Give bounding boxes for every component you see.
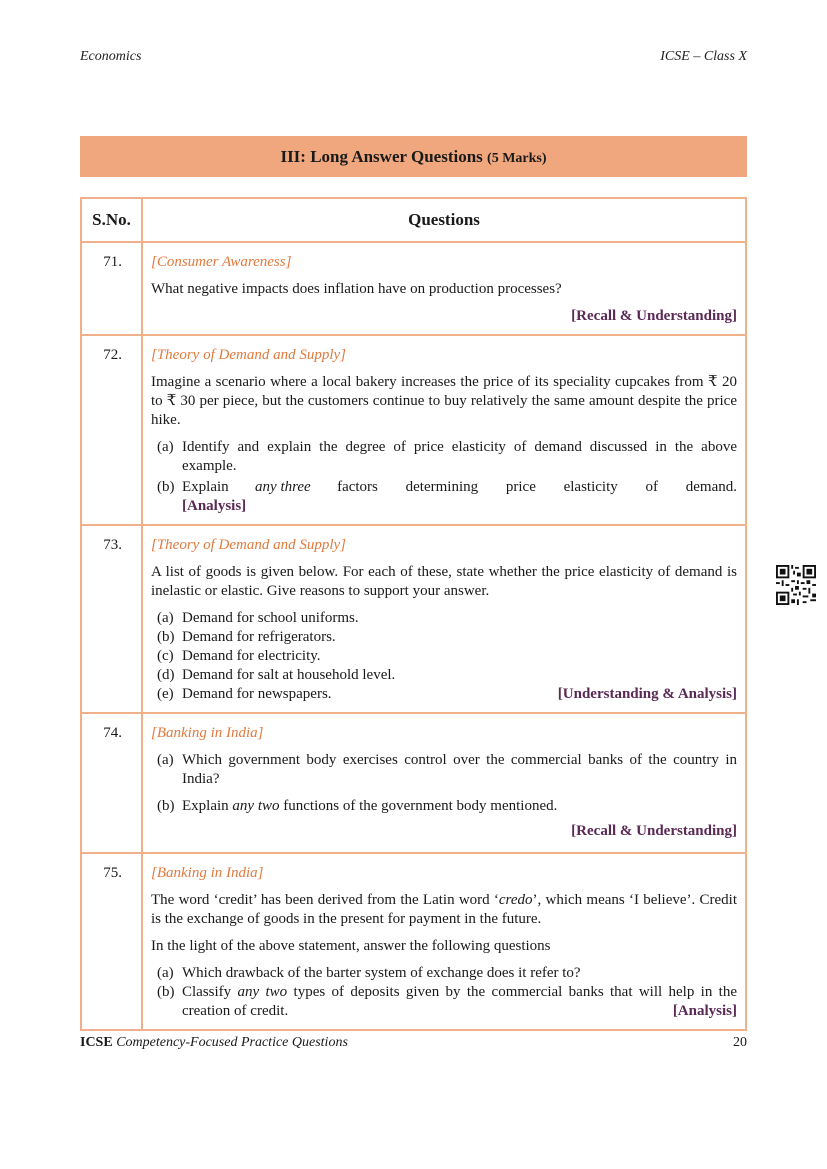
question-cell	[142, 853, 746, 1030]
section-marks: (5 Marks)	[487, 151, 547, 166]
sub-question-label: (b)	[157, 798, 175, 814]
sub-question-list	[157, 751, 737, 816]
sub-question-label: (b)	[157, 984, 175, 1000]
sub-question-list	[157, 964, 737, 1021]
text-suffix: ’, which means ‘I believe’. Credit is the exchange of goods in the present for payment in the future.	[151, 892, 737, 927]
question-row-74	[81, 713, 746, 853]
section-title: III: Long Answer Questions	[280, 147, 483, 166]
goods-text: Demand for refrigerators.	[182, 629, 336, 645]
sub-question-prefix: Explain	[182, 479, 229, 495]
question-topic: [Theory of Demand and Supply]	[151, 347, 346, 363]
question-tag: [Recall & Understanding]	[571, 823, 737, 839]
header-class: ICSE – Class X	[660, 49, 747, 64]
question-tag: [Recall & Understanding]	[571, 308, 737, 324]
goods-item	[157, 647, 737, 666]
sub-question-list	[157, 438, 737, 516]
question-number: 74.	[81, 713, 142, 853]
sub-question-label: (b)	[157, 479, 175, 495]
sub-question-text	[182, 797, 737, 816]
question-topic: [Banking in India]	[151, 725, 264, 741]
question-topic: [Consumer Awareness]	[151, 254, 292, 270]
question-cell	[142, 335, 746, 525]
question-instruction: In the light of the above statement, answer the following questions	[151, 938, 551, 954]
footer-title	[80, 1035, 348, 1051]
question-tag: [Analysis]	[182, 498, 247, 514]
page-footer	[80, 1035, 747, 1051]
page-number: 20	[733, 1035, 747, 1050]
question-tag: [Understanding & Analysis]	[557, 686, 737, 702]
questions-header: Questions	[142, 198, 746, 242]
question-topic: [Theory of Demand and Supply]	[151, 537, 346, 553]
question-number: 72.	[81, 335, 142, 525]
question-cell	[142, 713, 746, 853]
goods-item	[157, 666, 737, 685]
question-number: 73.	[81, 525, 142, 713]
sub-question-prefix: Explain	[182, 798, 229, 814]
sub-question-spread	[182, 478, 737, 497]
question-number: 75.	[81, 853, 142, 1030]
question-cell	[142, 525, 746, 713]
goods-label: (c)	[157, 648, 174, 664]
goods-text: Demand for newspapers.	[182, 686, 332, 702]
text-emphasis: credo	[498, 892, 533, 908]
sub-question-a	[157, 964, 737, 983]
qr-code-icon	[776, 565, 816, 605]
sub-question-suffix: factors determining price elasticity of demand.	[337, 479, 737, 495]
goods-item	[157, 609, 737, 628]
question-text: What negative impacts does inflation have on production processes?	[151, 281, 562, 297]
footer-subtitle: Competency-Focused Practice Questions	[116, 1035, 348, 1050]
table-header-row	[81, 198, 746, 242]
question-cell	[142, 242, 746, 335]
question-row-75	[81, 853, 746, 1030]
sub-question-a	[157, 438, 737, 476]
sub-question-label: (a)	[157, 752, 174, 768]
goods-list	[157, 609, 737, 704]
question-row-71	[81, 242, 746, 335]
footer-brand: ICSE	[80, 1035, 113, 1050]
question-text: Imagine a scenario where a local bakery increases the price of its speciality cupcakes from ₹ 20 to ₹ 30 per piece, but the customers continue to buy relatively the same amount despite the price hike.	[151, 374, 737, 428]
sub-question-suffix: types of deposits given by the commercial banks that will help in the creation of credit.	[182, 984, 737, 1019]
question-row-72	[81, 335, 746, 525]
goods-text: Demand for salt at household level.	[182, 667, 396, 683]
sub-question-b	[157, 478, 737, 516]
question-text: A list of goods is given below. For each of these, state whether the price elasticity of demand is inelastic or elastic. Give reasons to support your answer.	[151, 564, 737, 599]
question-row-73	[81, 525, 746, 713]
question-text	[151, 891, 737, 929]
sub-question-suffix: functions of the government body mentioned.	[283, 798, 558, 814]
sub-question-label: (a)	[157, 439, 174, 455]
header-subject: Economics	[80, 49, 142, 64]
sub-question-emphasis: any three	[255, 479, 311, 495]
text-prefix: The word ‘credit’ has been derived from the Latin word ‘	[151, 892, 499, 908]
sno-header: S.No.	[81, 198, 142, 242]
questions-table	[80, 197, 747, 1031]
sub-question-prefix: Classify	[182, 984, 232, 1000]
goods-text: Demand for electricity.	[182, 648, 321, 664]
sub-question-text	[182, 478, 737, 516]
goods-item	[157, 685, 737, 704]
goods-text: Demand for school uniforms.	[182, 610, 359, 626]
sub-question-b	[157, 983, 737, 1021]
sub-question-text	[182, 983, 737, 1021]
question-number: 71.	[81, 242, 142, 335]
sub-question-text: Which government body exercises control over the commercial banks of the country in India?	[182, 752, 737, 787]
sub-question-emphasis: any two	[237, 984, 288, 1000]
goods-text-row	[182, 685, 737, 704]
goods-label: (d)	[157, 667, 175, 683]
sub-question-text: Which drawback of the barter system of exchange does it refer to?	[182, 965, 581, 981]
sub-question-a	[157, 751, 737, 789]
sub-question-label: (a)	[157, 965, 174, 981]
sub-question-emphasis: any two	[232, 798, 280, 814]
sub-question-text: Identify and explain the degree of price elasticity of demand discussed in the above example.	[182, 439, 737, 474]
sub-question-b	[157, 797, 737, 816]
question-topic: [Banking in India]	[151, 865, 264, 881]
goods-label: (e)	[157, 686, 174, 702]
section-banner	[80, 136, 747, 177]
goods-label: (b)	[157, 629, 175, 645]
goods-label: (a)	[157, 610, 174, 626]
goods-item	[157, 628, 737, 647]
question-tag: [Analysis]	[672, 1003, 737, 1019]
